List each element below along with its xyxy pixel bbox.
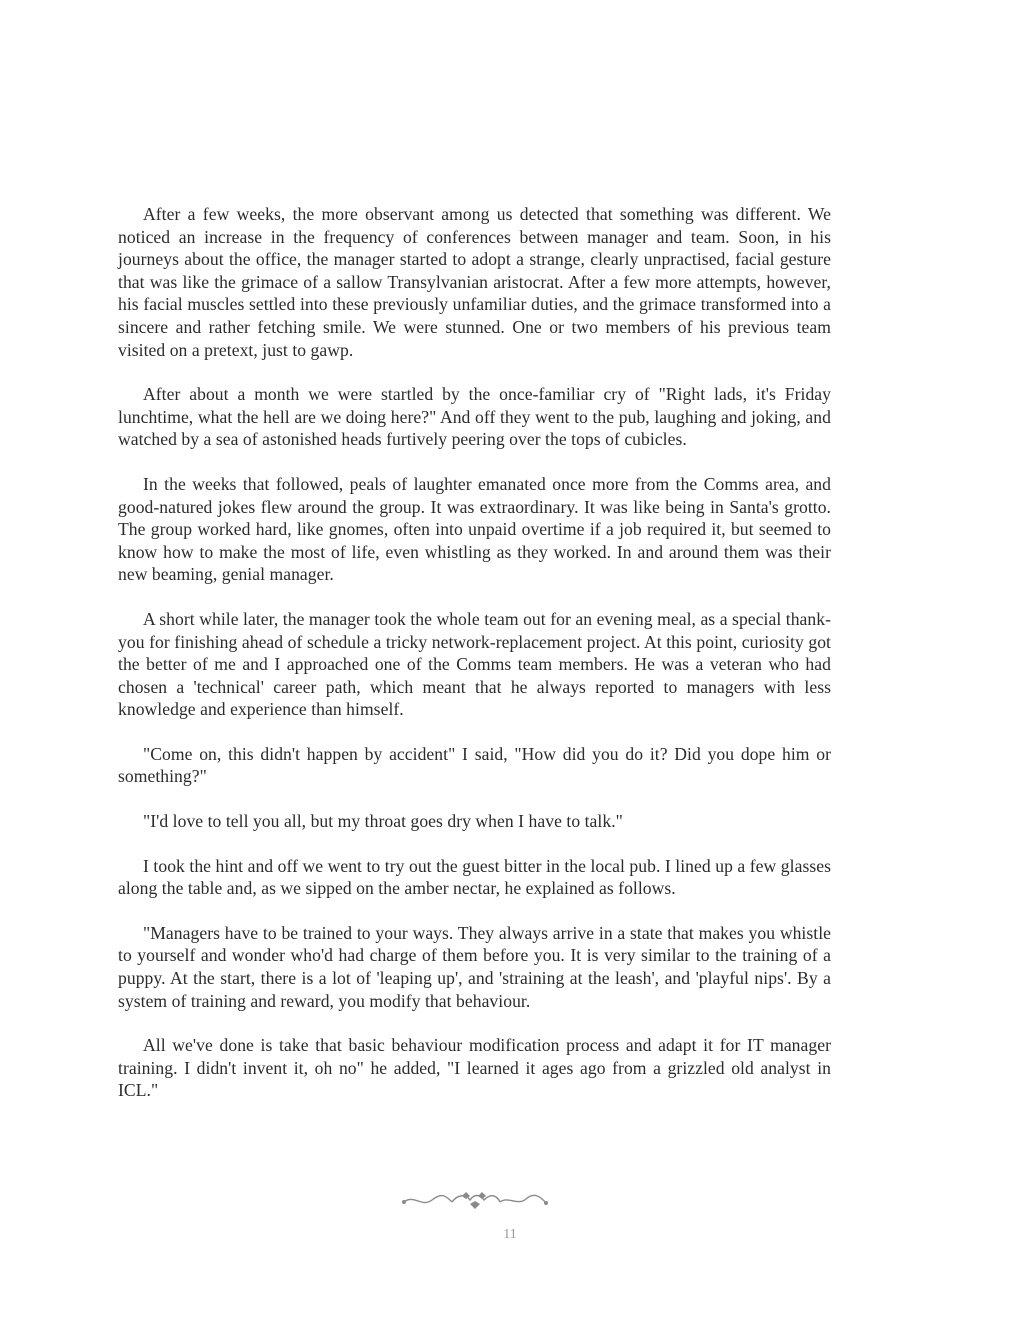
paragraph-6: "I'd love to tell you all, but my throat goes dry when I have to talk." xyxy=(143,811,623,832)
book-page-body xyxy=(118,203,831,1124)
paragraph-2: After about a month we were startled by the once-familiar cry of "Right lads, it's Friday lunchtime, what the hell are we doing here?" And off they went to the pub, laughing and joking, and watched by a sea of astonished heads furtively peering over the tops of cubicles. xyxy=(118,384,831,450)
paragraph-8: "Managers have to be trained to your ways. They always arrive in a state that makes you whistle to yourself and wonder who'd had charge of them before you. It is very similar to the training of a puppy. At the start, there is a lot of 'leaping up', and 'straining at the leash', and 'playful nips'. By a system of training and reward, you modify that behaviour. xyxy=(118,922,831,1011)
paragraph-9: All we've done is take that basic behaviour modification process and adapt it for IT manager training. I didn't invent it, oh no" he added, "I learned it ages ago from a grizzled old analyst in ICL." xyxy=(118,1035,831,1101)
paragraph-5: "Come on, this didn't happen by accident" I said, "How did you do it? Did you dope him or something?" xyxy=(118,743,831,787)
paragraph-1: After a few weeks, the more observant among us detected that something was different. We noticed an increase in the frequency of conferences between manager and team. Soon, in his journeys about the office, the manager started to adopt a strange, clearly unpractised, facial gesture that was like the grimace of a sallow Transylvanian aristocrat. After a few more attempts, however, his facial muscles settled into these previously unfamiliar duties, and the grimace transformed into a sincere and rather fetching smile. We were stunned. One or two members of his previous team visited on a pretext, just to gawp. xyxy=(118,204,831,360)
paragraph-4: A short while later, the manager took the whole team out for an evening meal, as a special thank-you for finishing ahead of schedule a tricky network-replacement project. At this point, curiosity got the better of me and I approached one of the Comms team members. He was a veteran who had chosen a 'technical' career path, which meant that he always reported to managers with less knowledge and experience than himself. xyxy=(118,608,831,720)
paragraph-3: In the weeks that followed, peals of laughter emanated once more from the Comms area, and good-natured jokes flew around the group. It was extraordinary. It was like being in Santa's grotto. The group worked hard, like gnomes, often into unpaid overtime if a job required it, but seemed to know how to make the most of life, even whistling as they worked. In and around them was their new beaming, genial manager. xyxy=(118,473,831,585)
page-number: 11 xyxy=(503,1227,517,1242)
paragraph-7: I took the hint and off we went to try out the guest bitter in the local pub. I lined up a few glasses along the table and, as we sipped on the amber nectar, he explained as follows. xyxy=(118,855,831,899)
decorative-flourish-icon xyxy=(400,1190,550,1212)
